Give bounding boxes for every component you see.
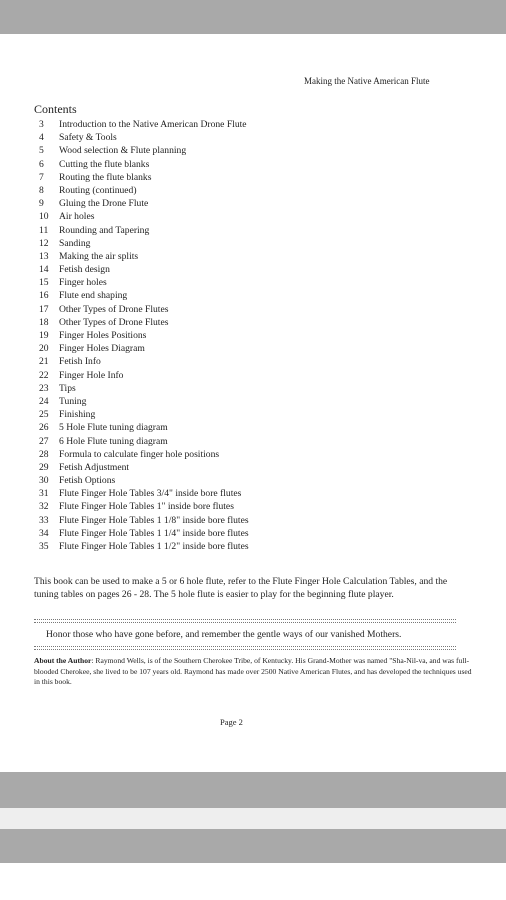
toc-page-number: 9 bbox=[39, 198, 44, 210]
toc-entry bbox=[39, 184, 249, 197]
toc-entry bbox=[39, 144, 249, 157]
top-bar bbox=[0, 0, 506, 34]
toc-title: Fetish Options bbox=[59, 475, 116, 487]
toc-entry bbox=[39, 540, 249, 553]
intro-paragraph: This book can be used to make a 5 or 6 hole flute, refer to the Flute Finger Hole Calculation Tables, and the tuning tables on pages 26 - 28. The 5 hole flute is easier to play for the beginning flute player. bbox=[34, 576, 448, 600]
toc-page-number: 12 bbox=[39, 237, 49, 249]
toc-title: Fetish Info bbox=[59, 356, 101, 368]
toc-title: Flute Finger Hole Tables 3/4" inside bore flutes bbox=[59, 488, 242, 500]
toc-page-number: 26 bbox=[39, 422, 49, 434]
toc-entry bbox=[39, 289, 249, 302]
table-of-contents bbox=[39, 118, 249, 553]
toc-entry bbox=[39, 461, 249, 474]
toc-page-number: 3 bbox=[39, 119, 44, 130]
toc-title: Safety & Tools bbox=[59, 132, 117, 144]
toc-entry bbox=[39, 237, 249, 250]
toc-title: Routing the flute blanks bbox=[59, 171, 152, 183]
toc-entry bbox=[39, 448, 249, 461]
toc-page-number: 28 bbox=[39, 448, 49, 460]
toc-entry bbox=[39, 382, 249, 395]
toc-entry bbox=[39, 131, 249, 144]
toc-entry bbox=[39, 210, 249, 223]
toc-entry bbox=[39, 395, 249, 408]
toc-entry bbox=[39, 355, 249, 368]
toc-title: Formula to calculate finger hole positions bbox=[59, 448, 220, 460]
toc-title: Sanding bbox=[59, 237, 91, 249]
divider bbox=[34, 649, 456, 650]
toc-title: 6 Hole Flute tuning diagram bbox=[59, 435, 168, 447]
about-author-lead: About the Author bbox=[34, 656, 92, 665]
contents-title: Contents bbox=[34, 102, 77, 116]
toc-title: Routing (continued) bbox=[59, 184, 137, 196]
toc-entry bbox=[39, 342, 249, 355]
toc-page-number: 14 bbox=[39, 264, 49, 276]
toc-title: Wood selection & Flute planning bbox=[59, 145, 187, 157]
toc-title: Fetish Adjustment bbox=[59, 461, 130, 473]
toc-page-number: 22 bbox=[39, 369, 49, 381]
toc-page-number: 31 bbox=[39, 488, 49, 500]
toc-page-number: 29 bbox=[39, 461, 49, 473]
toc-title: Air holes bbox=[59, 211, 95, 223]
toc-entry bbox=[39, 487, 249, 500]
toc-page-number: 16 bbox=[39, 290, 49, 302]
toc-entry bbox=[39, 316, 249, 329]
toc-title: Making the air splits bbox=[59, 250, 139, 262]
toc-page-number: 24 bbox=[39, 395, 49, 407]
quote: Honor those who have gone before, and remember the gentle ways of our vanished Mothers. bbox=[46, 629, 402, 640]
divider bbox=[34, 646, 456, 647]
toc-entry bbox=[39, 435, 249, 448]
toc-title: Flute end shaping bbox=[59, 290, 128, 302]
next-page-edge bbox=[0, 808, 506, 829]
toc-entry bbox=[39, 250, 249, 263]
toc-page-number: 7 bbox=[39, 171, 44, 183]
toc-page-number: 6 bbox=[39, 158, 44, 170]
toc-page-number: 5 bbox=[39, 145, 44, 157]
toc-title: Fetish design bbox=[59, 264, 110, 276]
toc-page-number: 33 bbox=[39, 514, 49, 526]
toc-page-number: 20 bbox=[39, 343, 49, 355]
toc-entry bbox=[39, 527, 249, 540]
toc-entry bbox=[39, 421, 249, 434]
toc-title: Finger Holes Positions bbox=[59, 330, 147, 341]
toc-title: Introduction to the Native American Drone Flute bbox=[59, 119, 247, 130]
toc-page-number: 19 bbox=[39, 330, 49, 341]
toc-entry bbox=[39, 158, 249, 171]
toc-title: Flute Finger Hole Tables 1" inside bore flutes bbox=[59, 501, 234, 513]
toc-title: Finger holes bbox=[59, 277, 107, 289]
toc-page-number: 10 bbox=[39, 211, 49, 223]
toc-page-number: 25 bbox=[39, 409, 49, 421]
toc-title: Cutting the flute blanks bbox=[59, 158, 150, 170]
toc-title: Finishing bbox=[59, 409, 96, 421]
toc-title: Finger Hole Info bbox=[59, 369, 124, 381]
toc-page-number: 15 bbox=[39, 277, 49, 289]
divider bbox=[34, 619, 456, 620]
toc-entry bbox=[39, 303, 249, 316]
toc-title: Other Types of Drone Flutes bbox=[59, 316, 169, 328]
page-gap-bar bbox=[0, 772, 506, 808]
toc-page-number: 23 bbox=[39, 382, 49, 394]
toc-title: 5 Hole Flute tuning diagram bbox=[59, 422, 168, 434]
toc-title: Finger Holes Diagram bbox=[59, 343, 145, 355]
toc-page-number: 21 bbox=[39, 356, 49, 368]
toc-entry bbox=[39, 118, 249, 131]
running-header: Making the Native American Flute bbox=[304, 76, 430, 86]
toc-title: Flute Finger Hole Tables 1 1/2" inside bore flutes bbox=[59, 541, 249, 552]
toc-entry bbox=[39, 263, 249, 276]
toc-entry bbox=[39, 197, 249, 210]
toc-entry bbox=[39, 224, 249, 237]
document-page bbox=[0, 34, 506, 772]
toc-title: Other Types of Drone Flutes bbox=[59, 303, 169, 315]
toc-page-number: 30 bbox=[39, 475, 49, 487]
toc-page-number: 11 bbox=[39, 224, 49, 236]
toc-page-number: 13 bbox=[39, 250, 49, 262]
about-author-paragraph bbox=[34, 656, 474, 688]
toc-title: Tips bbox=[59, 382, 76, 394]
toc-page-number: 27 bbox=[39, 435, 49, 447]
toc-page-number: 8 bbox=[39, 184, 44, 196]
toc-title: Flute Finger Hole Tables 1 1/8" inside bore flutes bbox=[59, 514, 249, 526]
toc-entry bbox=[39, 329, 249, 342]
toc-title: Tuning bbox=[59, 395, 87, 407]
toc-entry bbox=[39, 276, 249, 289]
toc-title: Flute Finger Hole Tables 1 1/4" inside bore flutes bbox=[59, 527, 249, 539]
toc-page-number: 34 bbox=[39, 527, 49, 539]
toc-page-number: 32 bbox=[39, 501, 49, 513]
toc-page-number: 4 bbox=[39, 132, 44, 144]
page-gap-bar-lower bbox=[0, 829, 506, 863]
toc-entry bbox=[39, 474, 249, 487]
about-author-text: : Raymond Wells, is of the Southern Cherokee Tribe, of Kentucky. His Grand-Mother was named "Sha-Nil-va, and was full-blooded Cherokee, she lived to be 107 years old. Raymond has made over 2500 Native American Flutes, and has developed the techniques used in this book. bbox=[34, 656, 472, 686]
toc-title: Gluing the Drone Flute bbox=[59, 198, 149, 210]
page-number: Page 2 bbox=[220, 717, 243, 727]
toc-page-number: 18 bbox=[39, 316, 49, 328]
toc-title: Rounding and Tapering bbox=[59, 224, 150, 236]
toc-page-number: 17 bbox=[39, 303, 49, 315]
toc-entry bbox=[39, 369, 249, 382]
toc-entry bbox=[39, 408, 249, 421]
toc-entry bbox=[39, 171, 249, 184]
toc-entry bbox=[39, 514, 249, 527]
toc-entry bbox=[39, 500, 249, 513]
toc-page-number: 35 bbox=[39, 541, 49, 552]
divider bbox=[34, 622, 456, 623]
